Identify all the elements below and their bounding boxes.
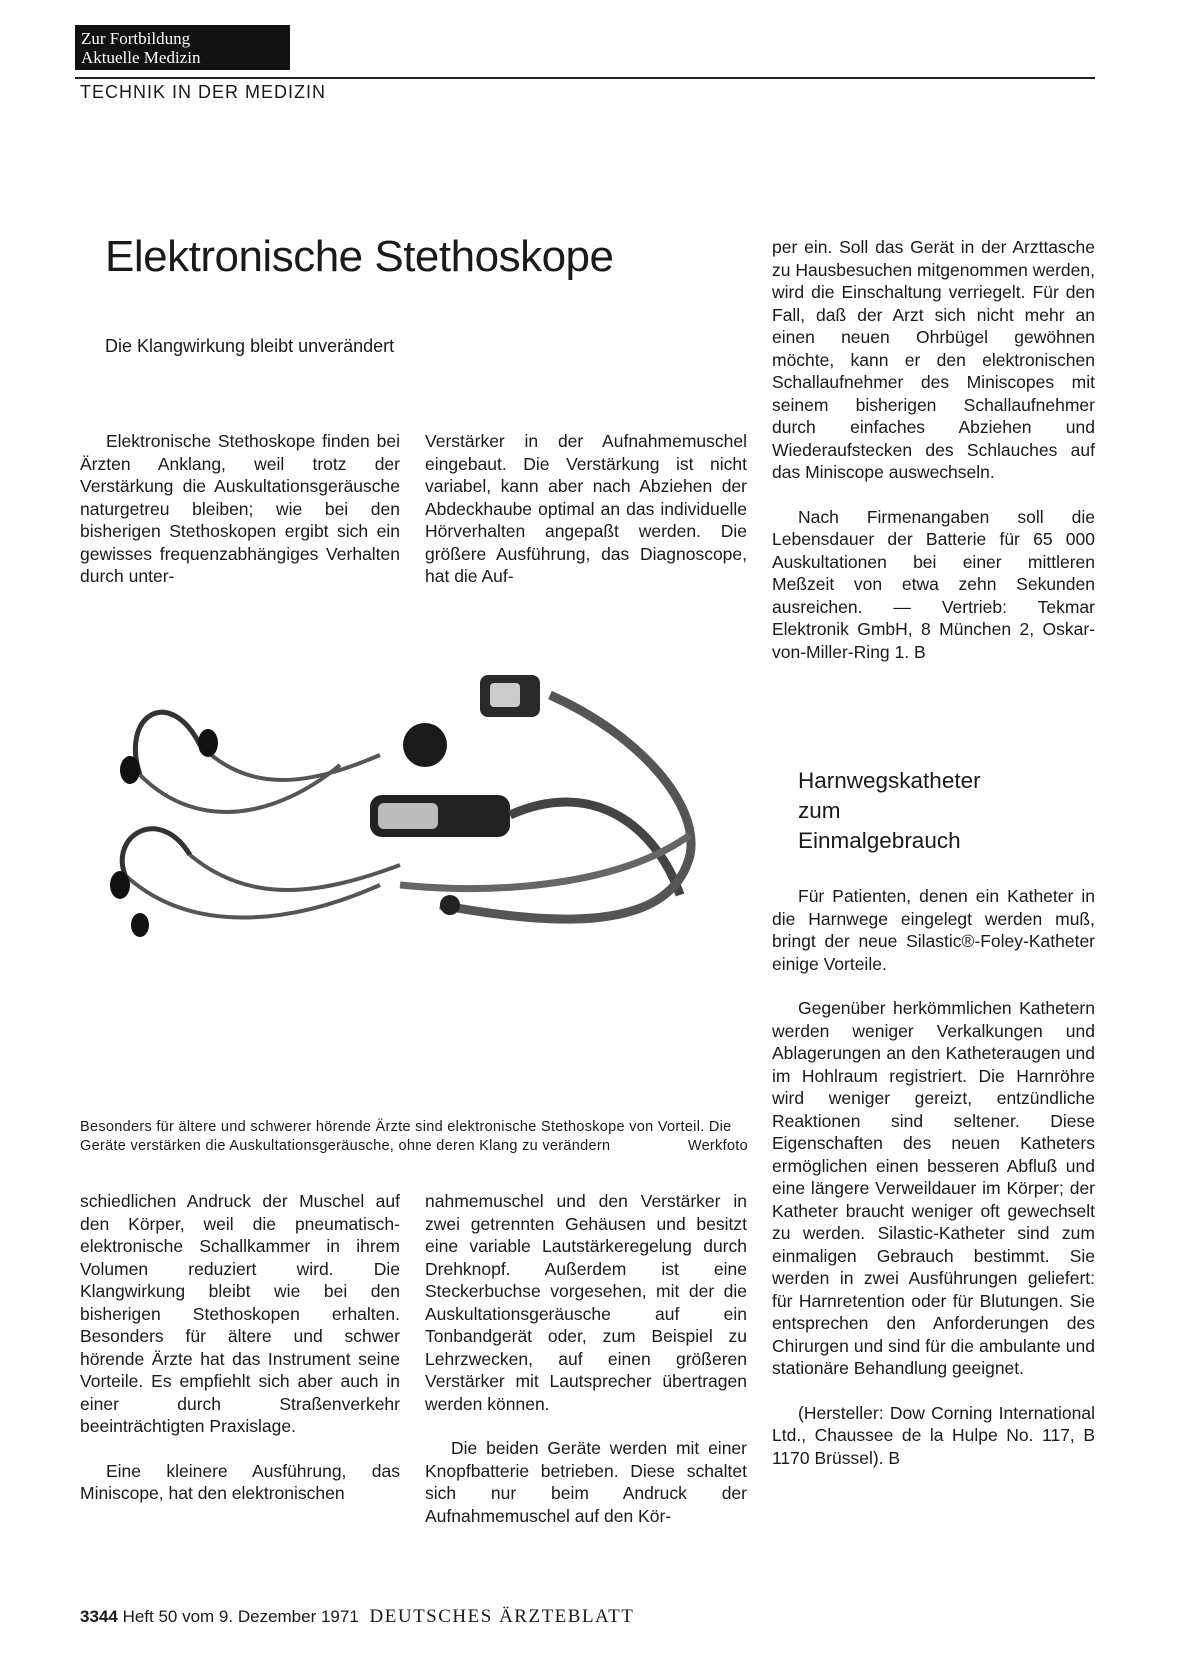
paragraph-text: (Hersteller: Dow Corning International Ltd., Chaussee de la Hulpe No. 117, B 1170 Brüssel).: [772, 1402, 1095, 1468]
article2-column: [772, 885, 1095, 1469]
issue-info: Heft 50 vom 9. Dezember 1971: [122, 1607, 359, 1626]
article-subtitle: Die Klangwirkung bleibt unverändert: [105, 336, 395, 356]
journal-name: DEUTSCHES ÄRZTEBLATT: [369, 1606, 635, 1627]
photo-credit: Werkfoto: [687, 1138, 748, 1154]
page-number: 3344: [80, 1607, 118, 1626]
badge-line-1: Zur Fortbildung: [81, 29, 191, 48]
paragraph: Verstärker in der Aufnahmemuschel eingebaut. Die Verstärkung ist nicht variabel, kann aber nach Abziehen der Abdeckhaube optimal an das individuelle Hörverhalten angepaßt werden. Die größere Ausführung, das Diagnoscope, hat die Auf-: [425, 431, 747, 586]
paragraph: nahmemuschel und den Verstärker in zwei getrennten Gehäusen und besitzt eine variable Lautstärkeregelung durch Drehknopf. Außerdem ist eine Steckerbuchse vorgesehen, mit der die Auskultationsgeräusche auf ein Tonbandgerät oder, zum Beispiel zu Lehrzwecken, auf einen größeren Verstärker mit Lautsprecher übertragen werden können.: [425, 1191, 747, 1414]
author-signature: B: [888, 1447, 901, 1468]
paragraph: Für Patienten, denen ein Katheter in die Harnwege eingelegt werden muß, bringt der neue Silastic®-Foley-Katheter einige Vorteile.: [772, 886, 1095, 974]
article2-title: [798, 766, 981, 856]
article2-title-line: Harnwegskatheter: [798, 768, 981, 793]
paragraph: per ein. Soll das Gerät in der Arzttasche zu Hausbesuchen mitgenommen werden, wird die Einschaltung verriegelt. Für den Fall, daß der Arzt sich nicht mehr an einen neuen Ohrbügel gewöhnen möchte, kann er den elektronischen Schallaufnehmer des Miniscopes mit seinem bisherigen Schallaufnehmer durch einfaches Abziehen und Wiederaufstecken des Schlauches auf das Miniscope auswechseln.: [772, 237, 1095, 482]
paragraph: schiedlichen Andruck der Muschel auf den Körper, weil die pneumatisch-elektronische Schallkammer in ihrem Volumen reduziert wird. Die Klangwirkung bleibt wie bei den bisherigen Stethoskopen erhalten. Besonders für ältere und schwer hörende Ärzte hat das Instrument seine Vorteile. Es empfiehlt sich aber auch in einer durch Straßenverkehr beeinträchtigten Praxislage.: [80, 1191, 400, 1436]
paragraph: Gegenüber herkömmlichen Kathetern werden weniger Verkalkungen und Ablagerungen an den Katheteraugen und im Hohlraum registriert. Die Harnröhre wird weniger gereizt, entzündliche Reaktionen sind seltener. Diese Eigenschaften des neuen Katheters ermöglichen einen besseren Abfluß und eine längere Verweildauer im Körper; der Katheter braucht weniger oft gewechselt zu werden. Silastic-Katheter sind zum einmaligen Gebrauch bestimmt. Sie werden in zwei Ausführungen geliefert: für Harnretention oder für Blutungen. Sie entsprechen den Anforderungen des Chirurgen und sind für die ambulante und stationäre Behandlung geeignet.: [772, 998, 1095, 1378]
paragraph: [772, 506, 1095, 664]
paragraph: [772, 1402, 1095, 1470]
article2-title-line: zum: [798, 798, 841, 823]
photo-caption: [80, 1118, 748, 1156]
page-footer: [80, 1606, 634, 1628]
section-badge: [75, 25, 290, 70]
article-top-column-1: [80, 430, 400, 588]
stethoscope-photo: [80, 655, 748, 1085]
article2-title-line: Einmalgebrauch: [798, 828, 961, 853]
badge-line-2: Aktuelle Medizin: [81, 48, 201, 67]
header-rule: [75, 77, 1095, 79]
article-bottom-column-1: [80, 1190, 400, 1505]
article-title: Elektronische Stethoskope: [105, 232, 614, 281]
paragraph-text: Nach Firmenangaben soll die Lebensdauer der Batterie für 65 000 Auskultationen bei einer mittleren Meßzeit von etwa zehn Sekunden ausreichen. — Vertrieb: Tekmar Elektronik GmbH, 8 München 2, Oskar-von-Miller-Ring 1.: [772, 506, 1095, 662]
article-bottom-column-2: [425, 1190, 747, 1527]
paragraph: Elektronische Stethoskope finden bei Ärzten Anklang, weil trotz der Verstärkung die Auskultationsgeräusche naturgetreu bleiben; wie bei den bisherigen Stethoskopen ergibt sich ein gewisses frequenzabhängiges Verhalten durch unter-: [80, 431, 400, 586]
author-signature: B: [914, 641, 926, 662]
caption-text: Besonders für ältere und schwerer hörende Ärzte sind elektronische Stethoskope von Vorteil. Die Geräte verstärken die Auskultationsgeräusche, ohne deren Klang zu verändern: [80, 1119, 732, 1154]
paragraph: Die beiden Geräte werden mit einer Knopfbatterie betrieben. Diese schaltet sich nur beim Andruck der Aufnahmemuschel auf den Kör-: [425, 1438, 747, 1526]
section-heading: TECHNIK IN DER MEDIZIN: [80, 82, 327, 102]
paragraph: Eine kleinere Ausführung, das Miniscope, hat den elektronischen: [80, 1460, 400, 1503]
article-top-column-2: [425, 430, 747, 588]
article-right-column: [772, 236, 1095, 663]
